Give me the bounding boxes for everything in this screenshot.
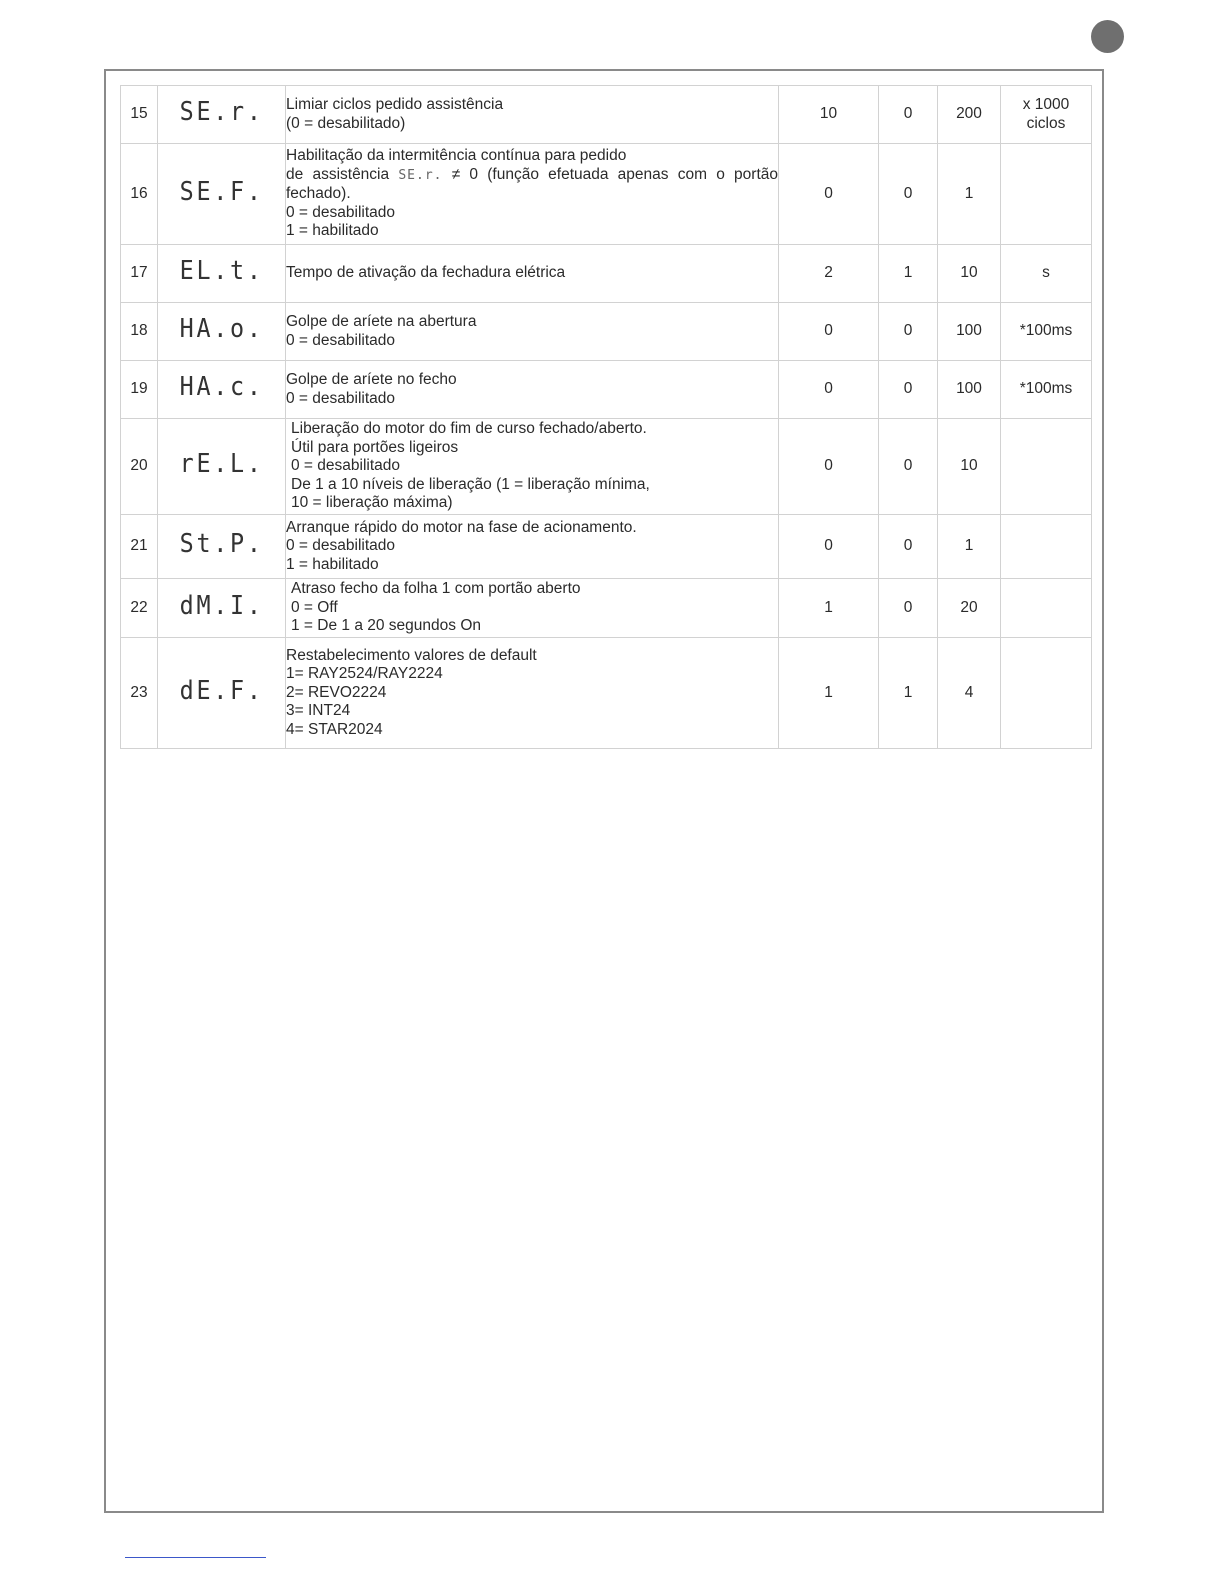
description [286,303,779,361]
display-code-text: dE.F. [179,675,264,706]
description-line: Liberação do motor do fim de curso fechado/aberto. [291,420,647,438]
table-row [121,579,1092,638]
max-value: 10 [938,245,1001,303]
min-value: 0 [879,419,938,515]
max-value: 4 [938,638,1001,749]
unit [1001,515,1092,579]
description [286,638,779,749]
description-line: 3= INT24 [286,702,351,720]
description-line: 0 = desabilitado [286,537,396,555]
min-value: 0 [879,515,938,579]
unit [1001,144,1092,245]
default-value: 0 [779,419,879,515]
unit [1001,86,1092,144]
row-number: 17 [121,245,158,303]
row-number: 15 [121,86,158,144]
description-line: Arranque rápido do motor na fase de acionamento. [286,518,637,536]
description [286,245,779,303]
description-line: de assistência SE.r. ≠ 0 (função efetuada apenas com o portão [286,165,779,183]
default-value: 2 [779,245,879,303]
parameters-table [120,85,1092,749]
display-code [158,245,286,303]
description-line: Tempo de ativação da fechadura elétrica [286,264,566,282]
table-row [121,361,1092,419]
description [286,515,779,579]
display-code-text: St.P. [179,529,264,560]
default-value: 1 [779,579,879,638]
description-line: Útil para portões ligeiros [291,438,459,456]
display-code-text: rE.L. [179,449,264,480]
description-line: 4= STAR2024 [286,720,383,738]
min-value: 1 [879,638,938,749]
default-value: 0 [779,515,879,579]
description-line: 1 = habilitado [286,222,379,240]
description [286,361,779,419]
default-value: 10 [779,86,879,144]
unit [1001,579,1092,638]
default-value: 0 [779,361,879,419]
description-line: Atraso fecho da folha 1 com portão aberto [291,580,581,598]
unit-line: ciclos [1026,114,1066,132]
row-number: 22 [121,579,158,638]
unit [1001,419,1092,515]
display-code-text: HA.o. [179,314,264,345]
display-code [158,515,286,579]
table-row [121,303,1092,361]
default-value: 1 [779,638,879,749]
min-value: 0 [879,579,938,638]
display-code [158,419,286,515]
description-line: Golpe de aríete no fecho [286,370,457,388]
display-code [158,361,286,419]
display-code-text: EL.t. [179,256,264,287]
display-code [158,144,286,245]
description-line: 2= REVO2224 [286,683,387,701]
display-code [158,579,286,638]
min-value: 0 [879,303,938,361]
min-value: 0 [879,361,938,419]
max-value: 100 [938,303,1001,361]
description-line: 1= RAY2524/RAY2224 [286,665,443,683]
table-row [121,245,1092,303]
row-number: 20 [121,419,158,515]
row-number: 21 [121,515,158,579]
table-row [121,515,1092,579]
description [286,86,779,144]
min-value: 0 [879,144,938,245]
table-row [121,419,1092,515]
max-value: 20 [938,579,1001,638]
unit-line: x 1000 [1022,95,1070,113]
display-code-text: SE.r. [179,97,264,128]
description-line: 10 = liberação máxima) [291,494,453,512]
display-code [158,86,286,144]
description-line: De 1 a 10 níveis de liberação (1 = liberação mínima, [291,475,650,493]
description-line: Habilitação da intermitência contínua para pedido [286,147,627,165]
description-line: 1 = habilitado [286,555,379,573]
description-line: Golpe de aríete na abertura [286,312,477,330]
display-code-text: SE.F. [179,176,264,207]
unit: s [1001,245,1092,303]
table-row [121,86,1092,144]
max-value: 1 [938,144,1001,245]
unit: *100ms [1001,303,1092,361]
default-value: 0 [779,144,879,245]
unit [1001,638,1092,749]
min-value: 0 [879,86,938,144]
row-number: 19 [121,361,158,419]
description-line: 0 = desabilitado [286,203,396,221]
table-row [121,144,1092,245]
description [286,419,779,515]
min-value: 1 [879,245,938,303]
description-line: 1 = De 1 a 20 segundos On [291,617,482,635]
description-line: Limiar ciclos pedido assistência [286,95,504,113]
max-value: 1 [938,515,1001,579]
description-line: 0 = desabilitado [291,457,401,475]
footer-link-underline [125,1557,266,1558]
row-number: 23 [121,638,158,749]
row-number: 18 [121,303,158,361]
display-code-text: HA.c. [179,372,264,403]
description-line: 0 = desabilitado [286,389,396,407]
row-number: 16 [121,144,158,245]
description [286,579,779,638]
description-line: Restabelecimento valores de default [286,646,537,664]
max-value: 100 [938,361,1001,419]
description-line: (0 = desabilitado) [286,114,406,132]
max-value: 10 [938,419,1001,515]
max-value: 200 [938,86,1001,144]
default-value: 0 [779,303,879,361]
page-marker-dot [1091,20,1124,53]
table-row [121,638,1092,749]
description-line: fechado). [286,185,351,203]
display-code [158,303,286,361]
inline-display-code: SE.r. [398,167,443,183]
description [286,144,779,245]
description-line: 0 = desabilitado [286,331,396,349]
description-line: 0 = Off [291,598,338,616]
display-code-text: dM.I. [179,590,264,621]
display-code [158,638,286,749]
unit: *100ms [1001,361,1092,419]
